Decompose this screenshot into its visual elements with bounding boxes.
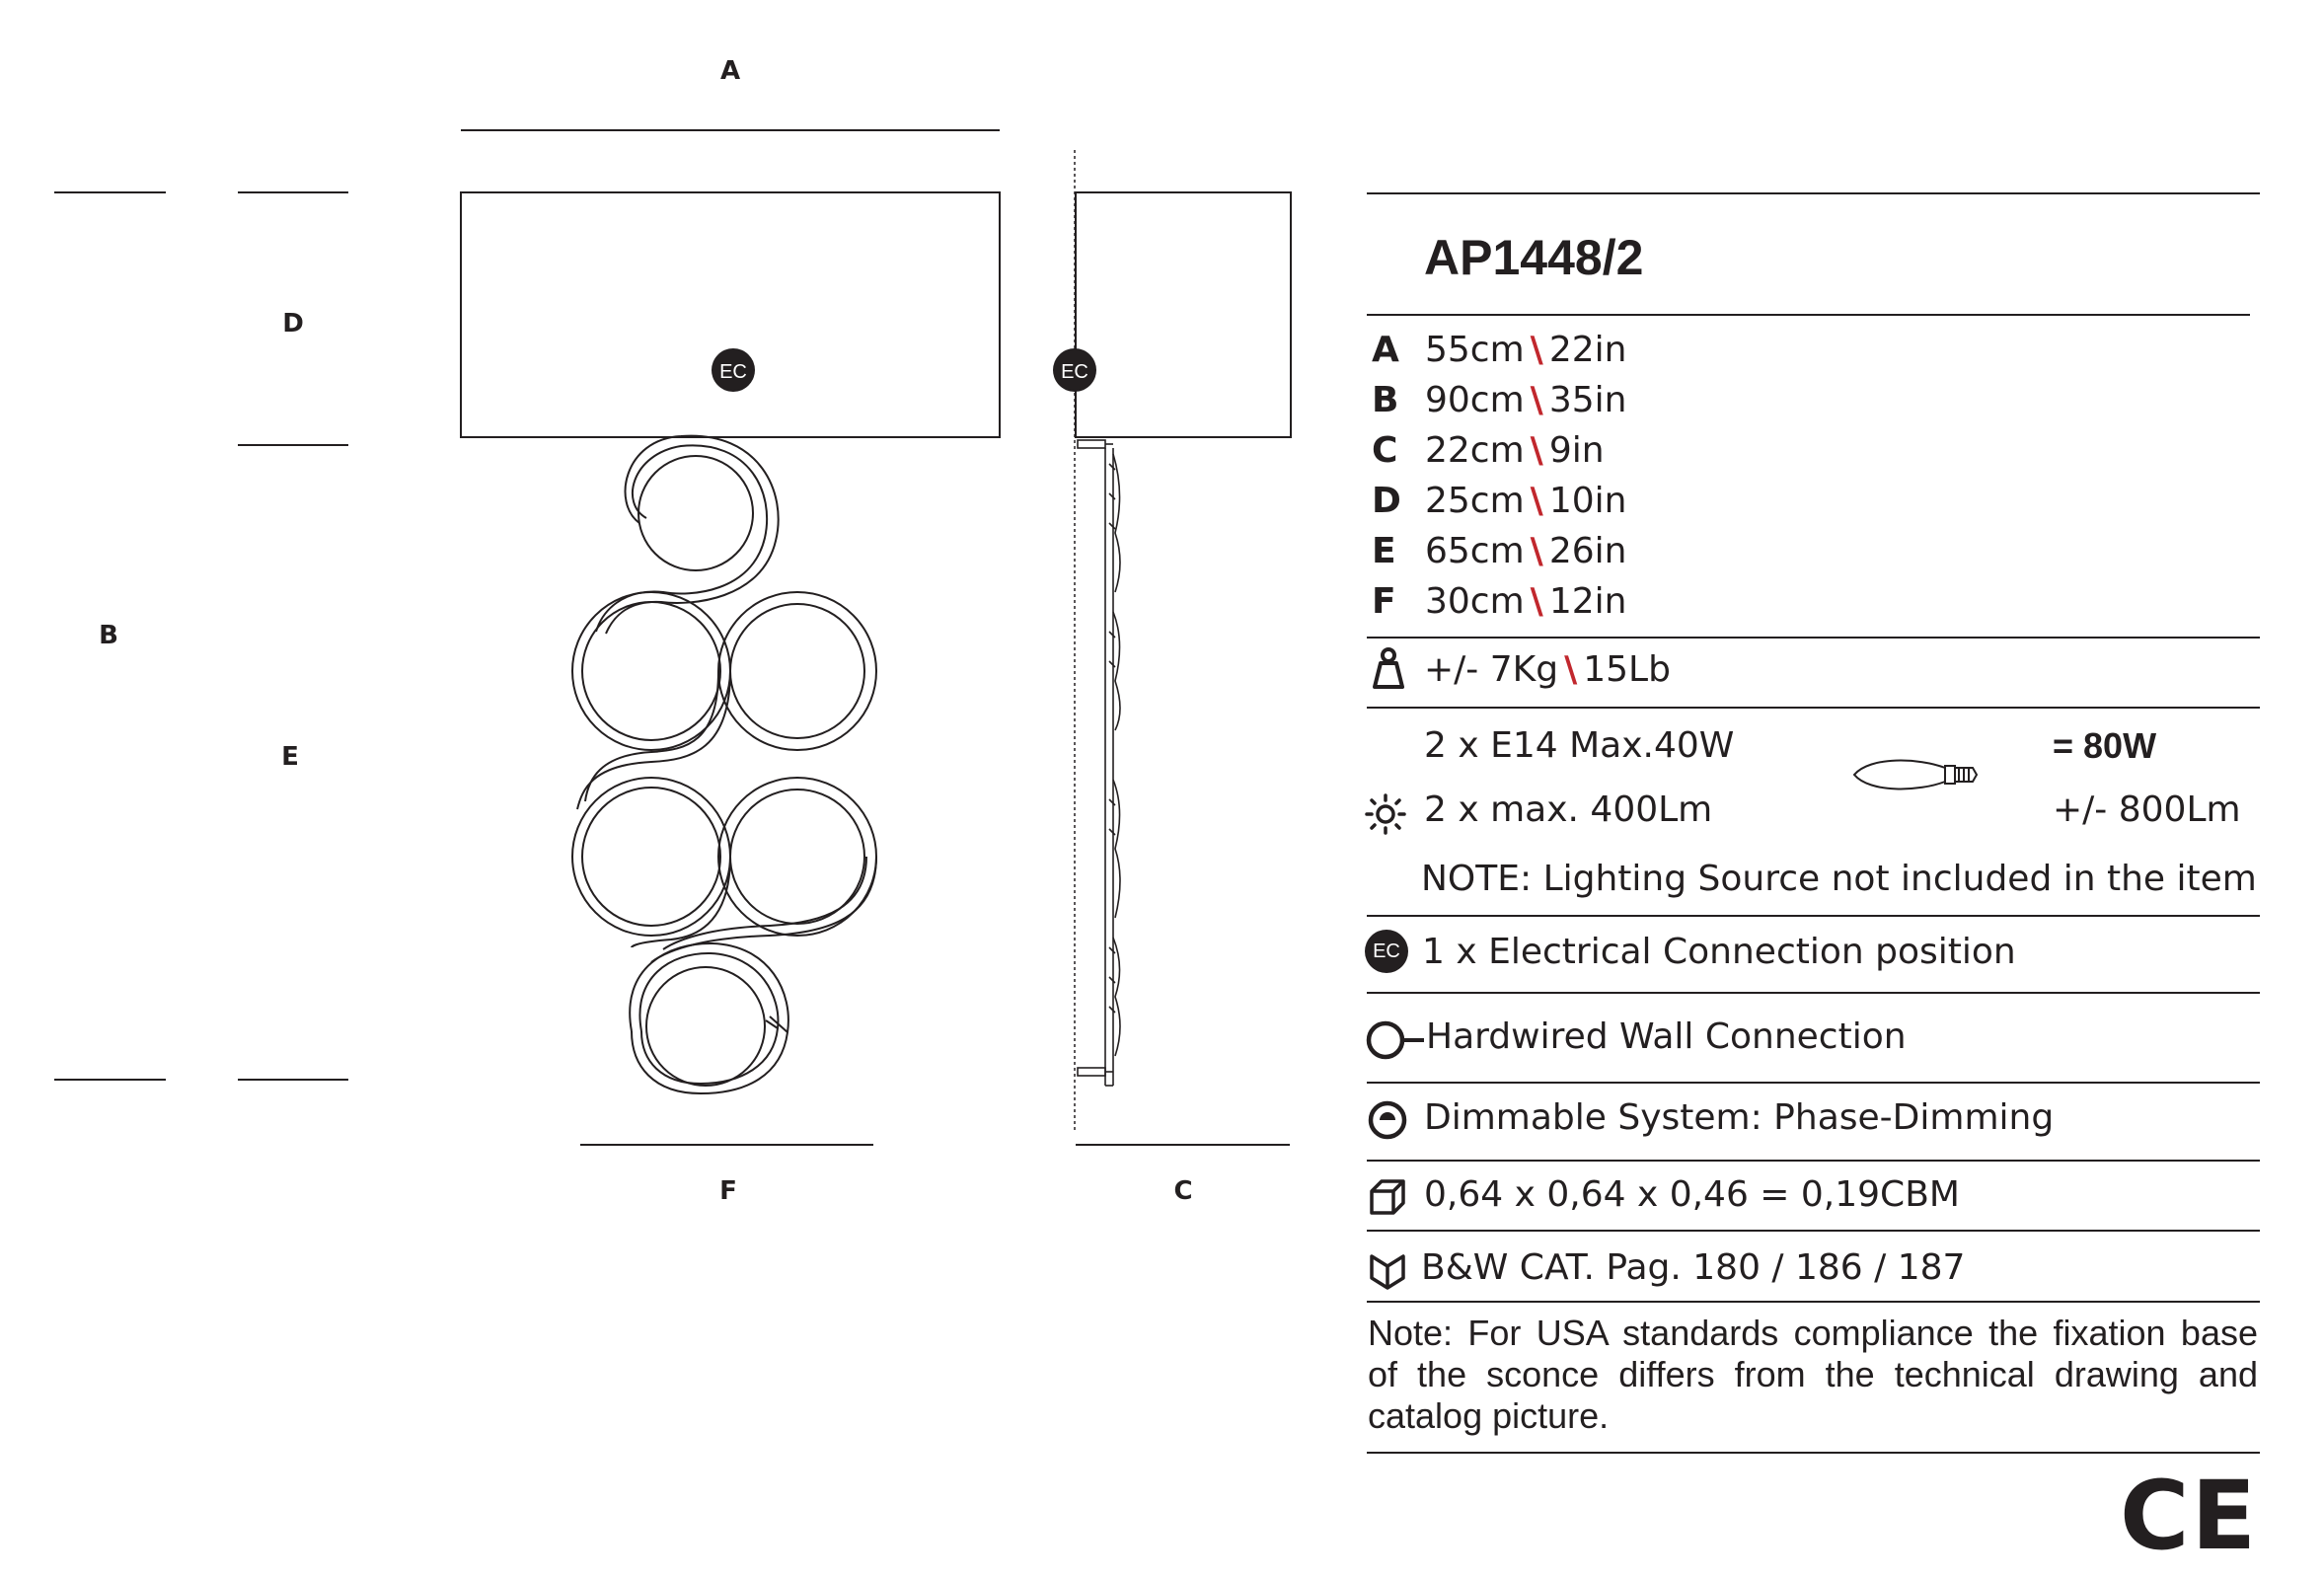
weight-row <box>1424 649 1671 690</box>
dimension-metric: 90cm <box>1425 380 1525 420</box>
ec-marker-side-label: EC <box>1061 361 1088 383</box>
dimension-row-c <box>1372 425 1626 476</box>
dimension-imperial: 35in <box>1548 380 1627 420</box>
dimension-separator: \ <box>1530 330 1543 370</box>
electrical-divider <box>1367 992 2260 994</box>
dimension-metric: 30cm <box>1425 581 1525 622</box>
dimension-metric: 22cm <box>1425 430 1525 471</box>
model-number: AP1448/2 <box>1424 230 1644 285</box>
dimension-letter: C <box>1372 430 1398 471</box>
front-wall-plate <box>461 192 1000 437</box>
hardwired-divider <box>1367 1082 2260 1084</box>
dimension-imperial: 9in <box>1548 430 1605 471</box>
dim-label-c: C <box>1173 1176 1193 1206</box>
weight-icon <box>1372 647 1405 689</box>
weight-metric: +/- 7Kg <box>1424 649 1559 690</box>
dimension-imperial: 10in <box>1548 481 1627 521</box>
volume-divider <box>1367 1230 2260 1232</box>
dimension-separator: \ <box>1530 581 1543 622</box>
dimension-row-b <box>1372 375 1626 425</box>
dimension-letter: F <box>1372 581 1396 622</box>
dimension-imperial: 22in <box>1548 330 1627 370</box>
dimension-letter: B <box>1372 380 1399 420</box>
electrical-text: 1 x Electrical Connection position <box>1422 931 2016 972</box>
front-scroll-body <box>572 436 876 1093</box>
model-divider <box>1367 314 2250 316</box>
hardwired-icon <box>1365 1018 1426 1062</box>
dimension-metric: 65cm <box>1425 531 1525 571</box>
ec-badge-icon: EC <box>1365 930 1408 973</box>
spec-top-divider <box>1367 192 2260 194</box>
dimension-metric: 55cm <box>1425 330 1525 370</box>
dimension-separator: \ <box>1530 481 1543 521</box>
candle-bulb-icon <box>1850 750 1984 799</box>
side-arm-profile <box>1078 440 1120 1086</box>
catalog-icon <box>1368 1250 1407 1290</box>
note-divider <box>1367 1452 2260 1454</box>
dimension-row-f <box>1372 576 1626 627</box>
bulb-spec: 2 x E14 Max.40W <box>1424 725 1735 766</box>
dim-label-a: A <box>719 56 741 86</box>
dimension-row-a <box>1372 325 1626 375</box>
dimension-letter: A <box>1372 330 1399 370</box>
total-power: = 80W <box>2053 725 2157 766</box>
dimension-list <box>1372 325 1626 627</box>
lighting-note: NOTE: Lighting Source not included in the item <box>1421 859 2257 899</box>
usa-compliance-note: Note: For USA standards compliance the fixation base of the sconce differs from the technical drawing and catalog picture. <box>1368 1313 2258 1436</box>
lighting-divider <box>1367 915 2260 917</box>
dimension-separator: \ <box>1530 531 1543 571</box>
volume-text: 0,64 x 0,64 x 0,46 = 0,19CBM <box>1424 1174 1960 1215</box>
total-lumens: +/- 800Lm <box>2053 790 2241 830</box>
weight-divider <box>1367 707 2260 709</box>
ec-marker-side <box>1053 348 1096 392</box>
dimension-separator: \ <box>1530 430 1543 471</box>
ce-mark: CE <box>2120 1461 2259 1571</box>
dimming-divider <box>1367 1160 2260 1162</box>
dimension-metric: 25cm <box>1425 481 1525 521</box>
dimension-row-d <box>1372 476 1626 526</box>
electrical-row <box>1365 930 2016 973</box>
dimension-row-e <box>1372 526 1626 576</box>
lumens-spec: 2 x max. 400Lm <box>1424 790 1713 830</box>
dim-label-d: D <box>282 309 304 338</box>
ec-marker-front-label: EC <box>719 361 747 383</box>
box-icon <box>1368 1177 1407 1217</box>
ec-marker-front <box>712 348 755 392</box>
dim-label-f: F <box>719 1176 737 1206</box>
dimension-separator: \ <box>1530 380 1543 420</box>
dimensions-divider <box>1367 637 2260 639</box>
dimension-imperial: 12in <box>1548 581 1627 622</box>
dimension-imperial: 26in <box>1548 531 1627 571</box>
hardwired-text: Hardwired Wall Connection <box>1426 1016 1907 1057</box>
catalog-text: B&W CAT. Pag. 180 / 186 / 187 <box>1421 1247 1966 1288</box>
weight-separator: \ <box>1564 649 1578 690</box>
sun-icon <box>1365 793 1406 835</box>
dim-label-b: B <box>99 621 118 650</box>
side-wall-plate <box>1076 192 1291 437</box>
weight-imperial: 15Lb <box>1583 649 1671 690</box>
dimming-text: Dimmable System: Phase-Dimming <box>1424 1097 2055 1138</box>
dim-label-e: E <box>281 742 299 772</box>
dimmer-icon <box>1367 1099 1408 1141</box>
dimension-letter: D <box>1372 481 1401 521</box>
dimension-letter: E <box>1372 531 1396 571</box>
catalog-divider <box>1367 1301 2260 1303</box>
